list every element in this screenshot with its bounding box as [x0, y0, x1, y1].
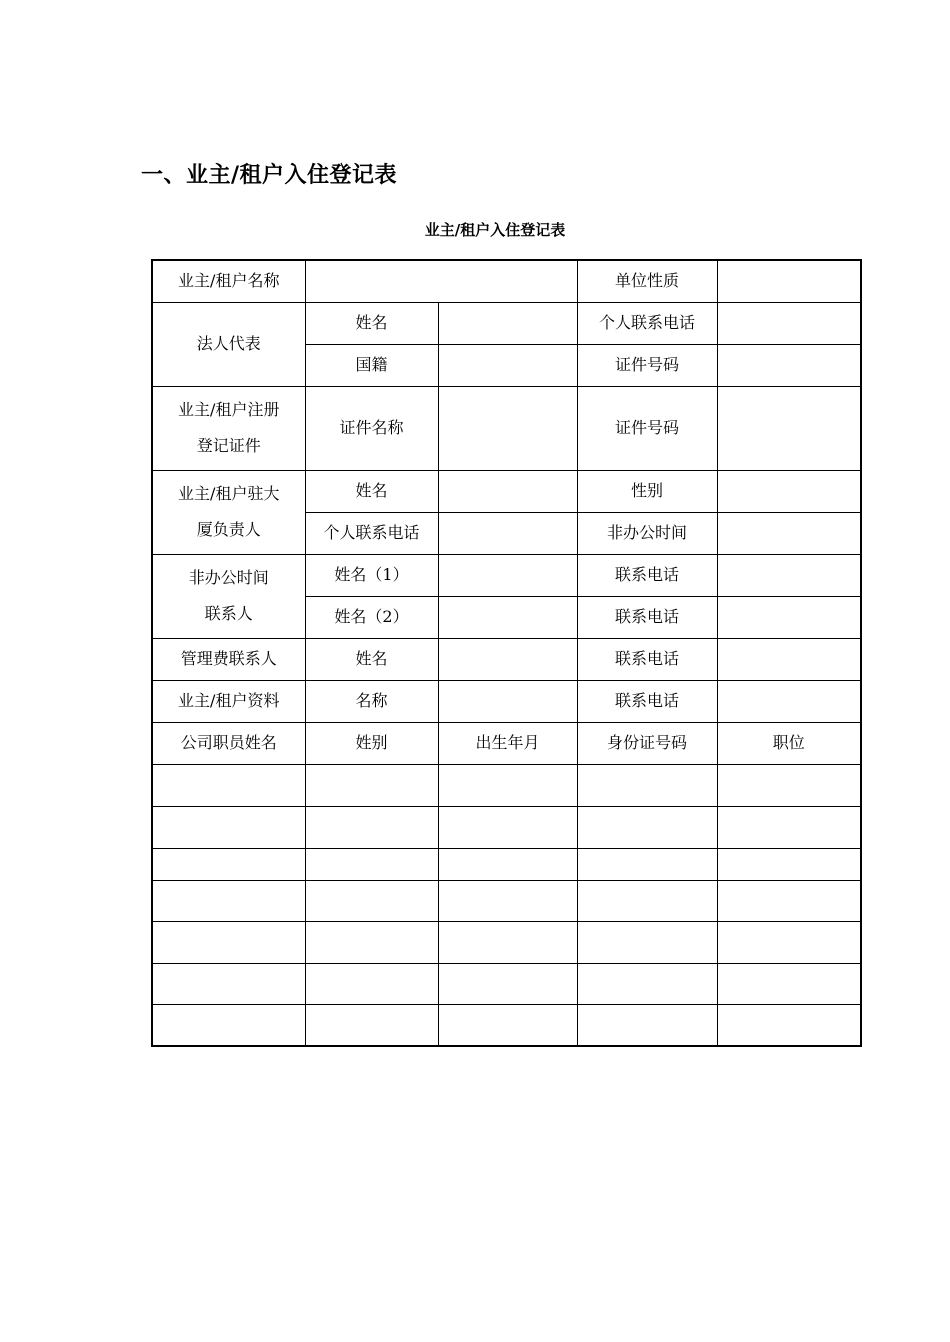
staff-header-id-number: 身份证号码: [577, 722, 717, 764]
row-off-hours-contact-1: [152, 554, 861, 596]
field-owner-info-name[interactable]: [438, 680, 577, 722]
staff-row: [152, 764, 861, 806]
field-cert-name[interactable]: [438, 386, 577, 470]
label-mgmt-fee-phone: 联系电话: [577, 638, 717, 680]
label-mgmt-fee-contact: 管理费联系人: [152, 638, 305, 680]
field-nationality[interactable]: [438, 344, 577, 386]
field-contact-phone-1[interactable]: [717, 554, 861, 596]
label-owner-name: 业主/租户名称: [152, 260, 305, 302]
field-manager-phone[interactable]: [438, 512, 577, 554]
staff-cell[interactable]: [152, 848, 305, 880]
registration-form-table: [151, 259, 862, 1047]
staff-cell[interactable]: [717, 764, 861, 806]
label-owner-info-phone: 联系电话: [577, 680, 717, 722]
staff-cell[interactable]: [717, 880, 861, 921]
staff-header-birth: 出生年月: [438, 722, 577, 764]
label-legal-rep-phone: 个人联系电话: [577, 302, 717, 344]
label-nationality: 国籍: [305, 344, 438, 386]
label-registration-cert: [152, 386, 305, 470]
staff-cell[interactable]: [438, 963, 577, 1004]
staff-header-row: [152, 722, 861, 764]
field-legal-rep-id-number[interactable]: [717, 344, 861, 386]
row-registration-cert: [152, 386, 861, 470]
label-cert-number: 证件号码: [577, 386, 717, 470]
row-legal-rep-name: [152, 302, 861, 344]
label-legal-rep: 法人代表: [152, 302, 305, 386]
label-contact-name-2: 姓名（2）: [305, 596, 438, 638]
staff-row: [152, 963, 861, 1004]
staff-cell[interactable]: [577, 963, 717, 1004]
field-manager-off-hours[interactable]: [717, 512, 861, 554]
staff-cell[interactable]: [305, 806, 438, 848]
label-contact-phone-1: 联系电话: [577, 554, 717, 596]
label-contact-name-1: 姓名（1）: [305, 554, 438, 596]
label-owner-info: 业主/租户资料: [152, 680, 305, 722]
staff-cell[interactable]: [152, 880, 305, 921]
label-registration-cert-line2: 登记证件: [196, 436, 261, 455]
label-manager-gender: 性别: [577, 470, 717, 512]
staff-cell[interactable]: [305, 848, 438, 880]
staff-cell[interactable]: [577, 764, 717, 806]
staff-cell[interactable]: [438, 848, 577, 880]
label-manager-name: 姓名: [305, 470, 438, 512]
staff-row: [152, 1004, 861, 1046]
staff-cell[interactable]: [152, 963, 305, 1004]
staff-cell[interactable]: [438, 880, 577, 921]
table-caption: 业主/租户入住登记表: [424, 221, 566, 239]
label-off-hours-contact-line1: 非办公时间: [188, 568, 269, 587]
staff-cell[interactable]: [152, 764, 305, 806]
staff-row: [152, 921, 861, 963]
label-owner-info-name: 名称: [305, 680, 438, 722]
staff-cell[interactable]: [438, 764, 577, 806]
field-unit-nature[interactable]: [717, 260, 861, 302]
staff-cell[interactable]: [438, 806, 577, 848]
field-contact-name-1[interactable]: [438, 554, 577, 596]
label-manager-off-hours: 非办公时间: [577, 512, 717, 554]
staff-cell[interactable]: [577, 880, 717, 921]
row-owner-info: [152, 680, 861, 722]
label-legal-rep-id-number: 证件号码: [577, 344, 717, 386]
label-manager-phone: 个人联系电话: [305, 512, 438, 554]
label-mgmt-fee-name: 姓名: [305, 638, 438, 680]
field-manager-gender[interactable]: [717, 470, 861, 512]
staff-header-position: 职位: [717, 722, 861, 764]
staff-cell[interactable]: [438, 921, 577, 963]
label-resident-manager-line1: 业主/租户驻大: [178, 484, 280, 503]
staff-header-name: 公司职员姓名: [152, 722, 305, 764]
label-contact-phone-2: 联系电话: [577, 596, 717, 638]
label-resident-manager: [152, 470, 305, 554]
field-contact-phone-2[interactable]: [717, 596, 861, 638]
section-heading: 一、业主/租户入住登记表: [141, 163, 398, 188]
staff-row: [152, 848, 861, 880]
staff-cell[interactable]: [577, 806, 717, 848]
staff-cell[interactable]: [305, 764, 438, 806]
field-owner-info-phone[interactable]: [717, 680, 861, 722]
staff-cell[interactable]: [305, 963, 438, 1004]
staff-cell[interactable]: [717, 1004, 861, 1046]
staff-cell[interactable]: [717, 963, 861, 1004]
row-resident-manager-name: [152, 470, 861, 512]
staff-cell[interactable]: [305, 1004, 438, 1046]
label-resident-manager-line2: 厦负责人: [196, 520, 261, 539]
field-contact-name-2[interactable]: [438, 596, 577, 638]
staff-cell[interactable]: [152, 806, 305, 848]
field-legal-rep-phone[interactable]: [717, 302, 861, 344]
row-mgmt-fee-contact: [152, 638, 861, 680]
staff-cell[interactable]: [717, 806, 861, 848]
staff-cell[interactable]: [717, 921, 861, 963]
staff-cell[interactable]: [577, 921, 717, 963]
staff-row: [152, 806, 861, 848]
staff-row: [152, 880, 861, 921]
staff-cell[interactable]: [577, 1004, 717, 1046]
staff-cell[interactable]: [438, 1004, 577, 1046]
field-manager-name[interactable]: [438, 470, 577, 512]
label-legal-rep-name: 姓名: [305, 302, 438, 344]
staff-cell[interactable]: [152, 921, 305, 963]
label-unit-nature: 单位性质: [577, 260, 717, 302]
staff-cell[interactable]: [305, 880, 438, 921]
staff-header-gender: 姓别: [305, 722, 438, 764]
row-owner-name: [152, 260, 861, 302]
label-off-hours-contact: [152, 554, 305, 638]
staff-cell[interactable]: [717, 848, 861, 880]
staff-cell[interactable]: [305, 921, 438, 963]
field-legal-rep-name[interactable]: [438, 302, 577, 344]
label-cert-name: 证件名称: [305, 386, 438, 470]
field-mgmt-fee-phone[interactable]: [717, 638, 861, 680]
label-registration-cert-line1: 业主/租户注册: [178, 400, 280, 419]
label-off-hours-contact-line2: 联系人: [204, 604, 253, 623]
staff-cell[interactable]: [577, 848, 717, 880]
field-owner-name[interactable]: [305, 260, 577, 302]
staff-cell[interactable]: [152, 1004, 305, 1046]
field-mgmt-fee-name[interactable]: [438, 638, 577, 680]
field-cert-number[interactable]: [717, 386, 861, 470]
